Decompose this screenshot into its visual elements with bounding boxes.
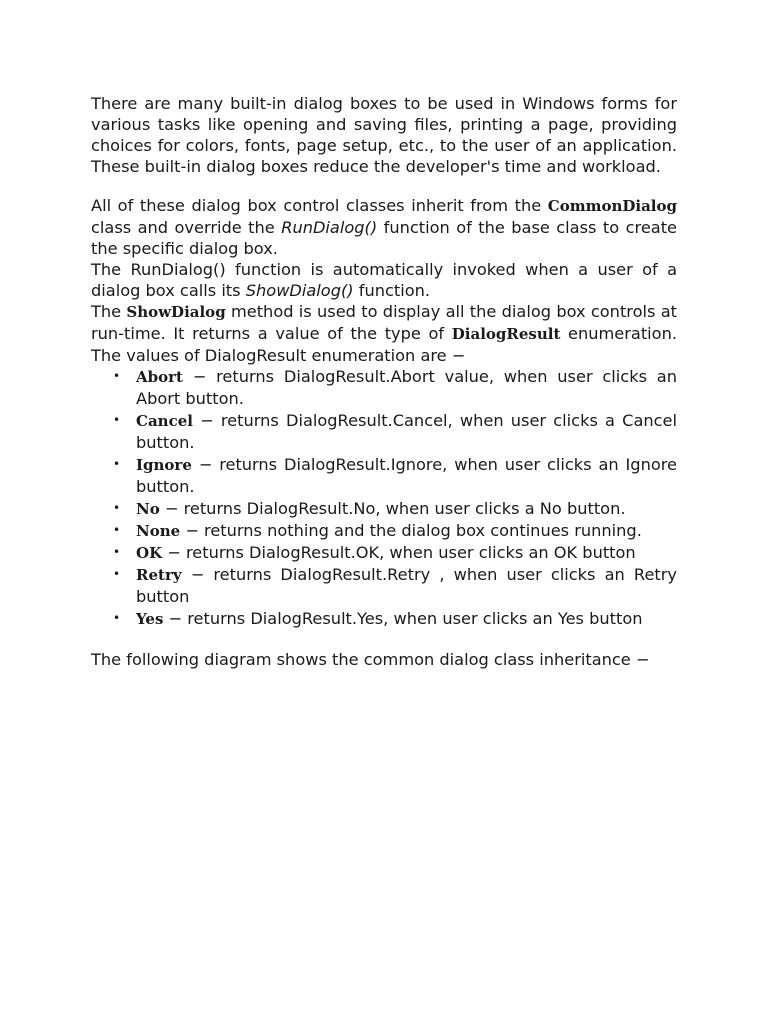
showdialog-keyword: ShowDialog [126,303,226,321]
result-description: − returns DialogResult.Yes, when user clicks an Yes button [163,609,643,628]
bullet-icon: • [113,523,121,537]
bullet-icon: • [113,369,121,383]
rundialog-text-b: function. [353,281,431,300]
dialogresult-values-list [91,366,677,630]
list-item-yes [113,608,677,630]
result-description: − returns DialogResult.Retry , when user clicks an Retry button [136,565,677,606]
showdialog-paragraph [91,301,677,366]
bullet-icon: • [113,545,121,559]
rundialog-method: RunDialog() [281,218,378,237]
result-description: − returns DialogResult.OK, when user clicks an OK button [162,543,636,562]
intro-paragraph: There are many built-in dialog boxes to be used in Windows forms for various tasks like opening and saving files, printing a page, providing choices for colors, fonts, page setup, etc., to the user of an application. These built-in dialog boxes reduce the developer's time and workload. [91,94,677,176]
result-description: − returns nothing and the dialog box continues running. [180,521,642,540]
result-key: No [136,500,160,518]
showdialog-method: ShowDialog() [245,281,354,300]
paragraph-gap [91,631,677,649]
inheritance-text-b: class and override the [91,218,282,237]
result-description: − returns DialogResult.Cancel, when user clicks a Cancel button. [136,411,677,452]
result-description: − returns DialogResult.Abort value, when user clicks an Abort button. [136,367,677,408]
closing-paragraph: The following diagram shows the common dialog class inheritance − [91,650,650,669]
rundialog-paragraph [91,259,677,301]
rundialog-text-a: The RunDialog() function is automatically invoked when a user of a dialog box calls its [91,260,677,300]
list-item-abort [113,366,677,409]
result-description: − returns DialogResult.Ignore, when user clicks an Ignore button. [136,455,677,496]
inheritance-text-c: function of the base class to create the specific dialog box. [91,218,677,258]
result-description: − returns DialogResult.No, when user clicks a No button. [159,499,626,518]
bullet-icon: • [113,501,121,515]
result-key: Yes [136,610,164,628]
list-item-ok [113,542,677,564]
list-item-cancel [113,410,677,453]
result-key: Retry [136,566,182,584]
result-key: Cancel [136,412,193,430]
list-item-retry [113,564,677,607]
bullet-icon: • [113,567,121,581]
commondialog-keyword: CommonDialog [547,197,677,215]
showdialog-text-c: enumeration. The values of DialogResult enumeration are − [91,324,677,365]
list-item-none [113,520,677,542]
bullet-icon: • [113,457,121,471]
list-item-ignore [113,454,677,497]
bullet-icon: • [113,611,121,625]
result-key: Ignore [136,456,192,474]
showdialog-text-a: The [91,302,127,321]
list-item-no [113,498,677,520]
showdialog-text-b: method is used to display all the dialog box controls at run-time. It returns a value of the type of [91,302,677,343]
inheritance-paragraph [91,195,677,259]
dialogresult-keyword: DialogResult [451,325,561,343]
document-page [91,93,677,670]
result-key: OK [136,544,163,562]
result-key: None [136,522,181,540]
inheritance-text-a: All of these dialog box control classes inherit from the [91,196,548,215]
paragraph-gap [91,177,677,195]
bullet-icon: • [113,413,121,427]
result-key: Abort [136,368,183,386]
